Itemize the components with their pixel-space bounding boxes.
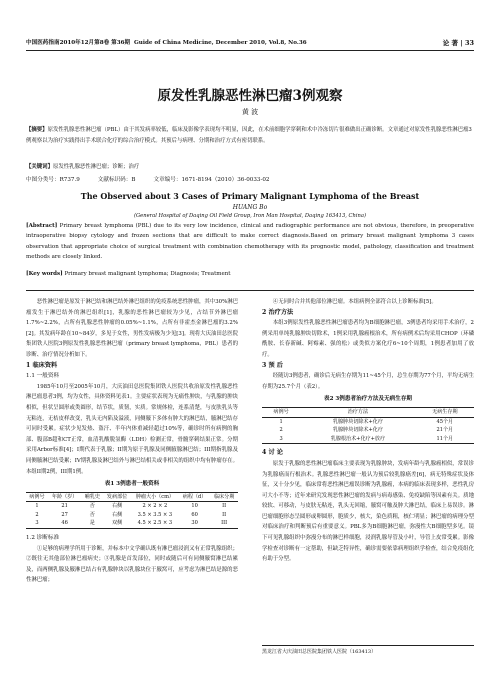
table-row bbox=[262, 435, 474, 444]
clc-code: 中图分类号：R737.9 bbox=[26, 177, 80, 183]
table-cell: 27 bbox=[61, 511, 68, 518]
body-paragraph: ①足够的病理学所用于诊断，并标本中文学确认既有淋巴瘤浸润又有正常乳腺组织；②既往无其他部位淋巴瘤病史；③乳腺是首发部位，同时或随后可有同侧腋窝淋巴结累及，而两侧乳腺及腋淋巴结占有乳腺肿块以乳腺块位于腋窝可，应考虑为淋巴结是源的恶性淋巴瘤； bbox=[26, 545, 238, 584]
body-paragraph: 本组3例原发性乳腺恶性淋巴瘤患者均为B细胞淋巴瘤，3例患者均采用手术治疗，2例采用单纯乳腺肿块切除术，1例采用乳腺癌根治术，所有病例术后均采用CHOP（环磷酰胺、长春新碱、阿霉素、强的松）或类似方案化疗6~10个周期，1例患者加用了放疗。 bbox=[262, 320, 474, 358]
table-cell: 21 bbox=[61, 503, 68, 510]
body-paragraph: 1985年10月至2005年10月，大庆油田总医院集团铁人医院共收治原发性乳腺恶性淋巴瘤患者3例，均为女性，具体资料见表1。主要症状表现为无痛性肿块，与乳腺的肿块相似，但状呈圆形或类圆形，结节状，质韧，实质。常规体检，连系清楚，与皮肤乳头等无粘连，无桔皮样改变，乳头无内陷及溢液，同侧腋下多体有肿大的淋巴结，腋淋巴结存可同时受累。症状少见发热、盗汗、半年内体重减轻超过10%等，确诊时所有病例的胸部、腹部B超和CT正常，血清乳酸脱氢酶（LDH）检测正常，骨髓穿刺结果正常。分期采用Arbor标准[4]；I期代表于乳腺；II期为原于乳腺及同侧腋腺淋巴结；III期指乳腺及同侧腋淋巴结受累；IV期乳腺及淋巴结外与淋巴结相关或非相关的组织中均有肿瘤存在。本组II期2例，III期1例。 bbox=[26, 383, 238, 475]
english-abstract: [Abstract] Primary breast lymphoma (PBL) due to its very low incidence, clinical and radiographic performance are not obvious, therefore, in preoperative intraoperative biopsy cytology and frozen sections that are difficult to make correct diagnosis.Based on primary breast malignant lymphoma 3 cases observation that appropriate choice of surgical treatment with combination chemotherapy with its prognostic model, pathology, classification and treatment methods are closely linked. bbox=[26, 223, 474, 261]
abstract-cn: 【摘要】原发性乳腺恶性淋巴瘤（PBL）由于其发病率较低，临床及影像学表现均不明显，因此，在术前细胞学穿刺和术中冷冻切片很难做出正确诊断。文章通过对原发性乳腺恶性淋巴瘤3例观察以为治疗实践得出手术联合化疗的综合治疗模式。其预后与病理、分期和治疗方式有密切联系。 bbox=[26, 127, 472, 144]
table-cell: 乳腺根治术+化疗+放疗 bbox=[330, 435, 386, 442]
english-author: HUANG Bo bbox=[232, 204, 268, 211]
keywords-cn: 【关键词】原发性乳腺恶性淋巴瘤；诊断；治疗 bbox=[26, 164, 140, 170]
table-cell: 4.5 × 2.5 × 3 bbox=[137, 520, 173, 527]
table-cell: 双侧 bbox=[111, 520, 123, 527]
section-heading: 3 预 后 bbox=[262, 361, 283, 369]
table-cell: 60 bbox=[191, 511, 198, 518]
table-cell: 2 × 2 × 2 bbox=[142, 503, 168, 510]
table-cell: 否 bbox=[89, 511, 95, 518]
right-column bbox=[262, 297, 474, 565]
body-paragraph: 原发于乳腺的恶性淋巴瘤临床主要表现为乳腺肿块，发病年龄与乳腺癌相似，常误诊为乳腺癌而行根治术。乳腺恶性淋巴瘤一般认为预后较乳腺癌差[6]，病无特殊症状及体征，又十分少见，临床常将恶性淋巴瘤误诊断为乳腺癌，本病的临床表现多样，恶性乳房可大小不等；近年来研究发现恶性淋巴瘤的发病与病毒感染、免疫缺陷等因素有关。质地较软、可移动，与皮肤无粘连，乳头无回缩，腋窝可触及肿大淋巴结，临床上易误诊。淋巴瘤细胞形态呈圆形或卵圆形，胞质少，核大，染色质粗，核仁明显；淋巴瘤的病理分型对临床治疗和判断预后有重要意义。PBL多为B细胞淋巴瘤，弥漫性大B细胞型多见。镜下可见乳腺组织中弥漫分布的淋巴样细胞，浸润乳腺导管及小叶，导管上皮常受累。影像学检查对诊断有一定帮助，但缺乏特异性，确诊需要依靠病理组织学检查，结合免疫组化有助于分型。 bbox=[262, 460, 474, 563]
affiliation-footnote: 黑龙江省大庆油田总医院集团铁人医院（163413） bbox=[262, 645, 474, 655]
article-number: 文章编号：1671-8194（2010）36-0033-02 bbox=[153, 177, 270, 183]
table-header: 病例号 bbox=[29, 493, 45, 500]
table-header: 病程（d） bbox=[182, 493, 207, 500]
table-cell: 2 bbox=[35, 511, 39, 518]
table-cell: 3 bbox=[279, 435, 283, 442]
table-cell: III bbox=[221, 520, 228, 527]
table-cell: 45个月 bbox=[436, 418, 454, 425]
intro-paragraph: 恶性淋巴瘤是原发于淋巴结和淋巴结外淋巴组织的免疫系统恶性肿瘤，其中30%淋巴瘤发生于淋巴结外的淋巴组织[1]，乳腺的恶性淋巴瘤较为少见，占结节外淋巴瘤1.7%~2.2%，占所有乳腺恶性肿瘤的0.05%~1.1%，占所有非霍杰金淋巴瘤的3.2%[2]。其发病年龄在10~84岁，多见于女性，男性发病极为少见[3]。现将大庆油田总医院集团铁人医院3例原发性乳腺恶性淋巴瘤（primary breast lymphoma，PBL）患者的诊断、治疗情况分析如下。 bbox=[26, 299, 238, 358]
table-row bbox=[26, 502, 238, 511]
table-cell: 右侧 bbox=[111, 503, 123, 510]
section-heading: 1 临床资料 bbox=[26, 361, 58, 369]
section-heading: 2 治疗方法 bbox=[262, 308, 294, 316]
table1-caption: 表1 3例患者一般资料 bbox=[104, 481, 160, 488]
left-column bbox=[26, 297, 238, 586]
doc-code: 文献标识码：B bbox=[97, 177, 136, 183]
table-cell: 否 bbox=[89, 503, 95, 510]
table-header: 年龄（岁） bbox=[51, 493, 78, 500]
table-cell: 乳腺肿块切除术+化疗 bbox=[332, 427, 383, 434]
running-header bbox=[26, 36, 474, 48]
body-paragraph: 经随访3例患者，确诊后无病生存期为11~45个月，总生存期为77个月，平均无病生存期为25.7个月（表2）。 bbox=[262, 373, 474, 390]
table-row bbox=[262, 417, 474, 426]
table-cell: 11个月 bbox=[436, 435, 454, 442]
table-row bbox=[26, 511, 238, 520]
section-heading: 4 讨 论 bbox=[262, 449, 283, 457]
english-keywords: [Key words] Primary breast malignant lymphoma; Diagnosis; Treatment bbox=[26, 271, 231, 277]
table2 bbox=[262, 407, 474, 444]
table-cell: 是 bbox=[89, 520, 95, 527]
journal-info: 中国医药指南2010年12月第8卷 第36期 Guide of China Medicine, December 2010, Vol.8, No.36 bbox=[26, 40, 307, 46]
table-row bbox=[262, 426, 474, 435]
english-title: The Observed about 3 Cases of Primary Malignant Lymphoma of the Breast bbox=[80, 191, 420, 201]
table-header: 发病部位 bbox=[106, 493, 128, 500]
author: 黄 波 bbox=[241, 108, 259, 116]
table-header: 哺乳史 bbox=[84, 493, 100, 500]
table-row bbox=[26, 519, 238, 528]
section-page: 论 著 | 33 bbox=[442, 38, 474, 47]
table-header: 无病生存期 bbox=[432, 408, 458, 415]
table-cell: 2 bbox=[279, 427, 283, 434]
subsection-heading: 1.1 一般资料 bbox=[26, 373, 60, 380]
abstract-rule bbox=[26, 290, 474, 291]
table-cell: 3 bbox=[35, 520, 39, 527]
subsection-heading: 1.2 诊断标准 bbox=[26, 535, 60, 542]
article-title: 原发性乳腺恶性淋巴瘤3例观察 bbox=[157, 88, 343, 104]
table1 bbox=[26, 492, 238, 529]
table2-caption: 表2 3例患者治疗方法及无病生存期 bbox=[323, 396, 413, 403]
classification-meta bbox=[26, 175, 474, 183]
table-cell: 21个月 bbox=[436, 427, 454, 434]
table-cell: 乳腺肿块切除术+化疗 bbox=[332, 418, 383, 425]
table-cell: II bbox=[222, 511, 227, 518]
table-header: 临床分期 bbox=[213, 493, 235, 500]
header-rule bbox=[26, 50, 474, 51]
table-cell: II bbox=[222, 503, 227, 510]
table-cell: 46 bbox=[61, 520, 68, 527]
table-header: 治疗方法 bbox=[347, 408, 369, 415]
table-header: 病例号 bbox=[273, 408, 289, 415]
body-paragraph: ④无同时合并其他部位淋巴瘤。本组病例全部符合以上诊断标准[5]。 bbox=[272, 299, 437, 305]
table-header: 肿瘤大小（cm） bbox=[135, 493, 175, 500]
table-cell: 右侧 bbox=[111, 511, 123, 518]
table-cell: 10 bbox=[191, 503, 198, 510]
table-cell: 1 bbox=[279, 418, 283, 425]
table-cell: 1 bbox=[35, 503, 39, 510]
table-cell: 3.5 × 3.5 × 3 bbox=[137, 511, 173, 518]
table-cell: 30 bbox=[191, 520, 198, 527]
english-affiliation: (General Hospital of Daqing Oil Field Group, Iron Man Hospital, Daqing 163413, China) bbox=[134, 213, 366, 219]
